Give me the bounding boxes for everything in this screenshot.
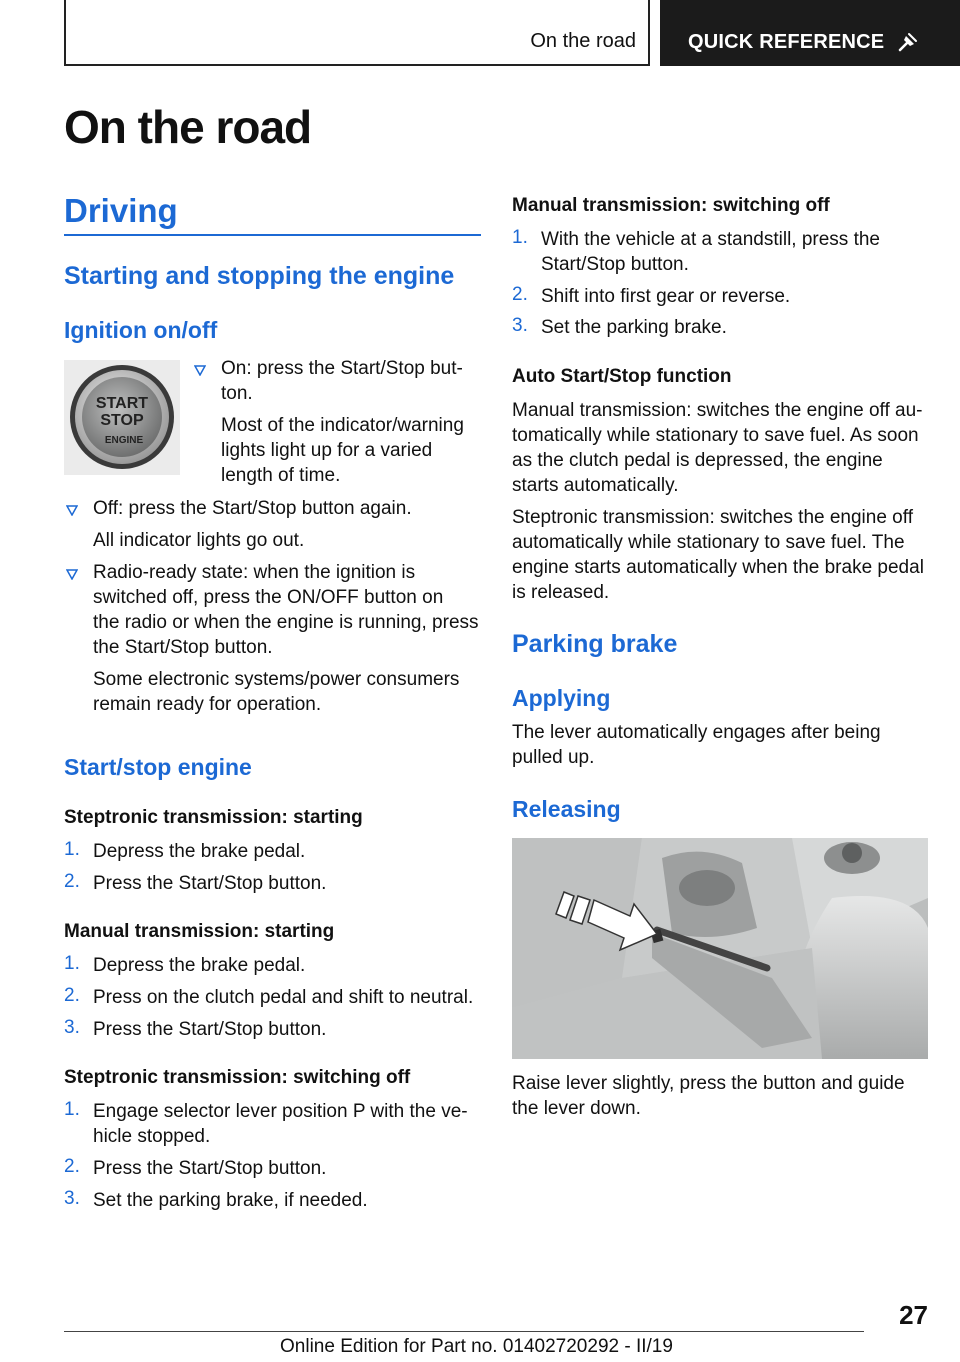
footer-edition: Online Edition for Part no. 01402720292 - II/19 xyxy=(280,1336,673,1357)
bullet-radio-line1: Radio-ready state: when the ignition is xyxy=(93,562,416,583)
start-label: START xyxy=(95,395,149,412)
steptronic-off-step2: Press the Start/Stop button. xyxy=(93,1158,327,1179)
manual-off-step3: Set the parking brake. xyxy=(541,317,727,338)
bullet-radio-sub-line2: remain ready for operation. xyxy=(93,694,322,715)
heading-start-stop-engine: Start/stop engine xyxy=(64,754,252,780)
header-section-label: On the road xyxy=(530,30,636,52)
heading-manual-off: Manual transmission: switching off xyxy=(512,195,830,216)
list-number: 2. xyxy=(64,985,80,1006)
list-number: 3. xyxy=(64,1188,80,1209)
bullet-on-sub-line2: lights light up for a varied xyxy=(221,440,433,461)
page-number: 27 xyxy=(899,1300,928,1330)
steptronic-off-step1-line2: hicle stopped. xyxy=(93,1126,211,1147)
auto-para1-line2: tomatically while stationary to save fuel. As soon xyxy=(512,425,919,446)
manual-off-step2: Shift into first gear or reverse. xyxy=(541,286,791,307)
bullet-on-sub-line1: Most of the indicator/warning xyxy=(221,415,464,436)
auto-para2-line2: automatically while stationary to save fuel. The xyxy=(512,532,905,553)
footer-rule xyxy=(64,1331,864,1332)
bullet-on-line1: On: press the Start/Stop but- xyxy=(221,358,463,379)
heading-auto-start-stop: Auto Start/Stop function xyxy=(512,366,732,387)
quick-reference-tab[interactable] xyxy=(660,0,960,66)
list-number: 2. xyxy=(64,871,80,892)
list-number: 3. xyxy=(512,315,528,336)
bullet-radio-line4: the Start/Stop button. xyxy=(93,637,273,658)
auto-para2-line1: Steptronic transmission: switches the engine off xyxy=(512,507,913,528)
quick-reference-icon xyxy=(896,30,920,54)
heading-releasing: Releasing xyxy=(512,796,621,822)
start-stop-button-graphic xyxy=(64,360,180,475)
list-number: 1. xyxy=(64,953,80,974)
list-number: 2. xyxy=(64,1156,80,1177)
auto-para2-line4: is released. xyxy=(512,582,610,603)
bullet-off-sub: All indicator lights go out. xyxy=(93,530,305,551)
bullet-radio-sub-line1: Some electronic systems/power consumers xyxy=(93,669,460,690)
heading-starting-stopping: Starting and stopping the engine xyxy=(64,262,455,290)
manual-start-step2: Press on the clutch pedal and shift to neutral. xyxy=(93,987,474,1008)
heading-ignition: Ignition on/off xyxy=(64,317,218,343)
applying-line2: pulled up. xyxy=(512,747,595,768)
bullet-triangle-icon xyxy=(194,364,206,376)
list-number: 2. xyxy=(512,284,528,305)
steptronic-off-step3: Set the parking brake, if needed. xyxy=(93,1190,368,1211)
parking-brake-image xyxy=(512,838,928,1059)
heading-applying: Applying xyxy=(512,685,611,711)
steptronic-start-step1: Depress the brake pedal. xyxy=(93,841,306,862)
heading-manual-start: Manual transmission: starting xyxy=(64,921,335,942)
quick-reference-label: QUICK REFERENCE xyxy=(688,31,885,53)
parking-brake-illustration xyxy=(512,838,928,1059)
stop-label: STOP xyxy=(100,412,144,429)
bullet-triangle-icon xyxy=(66,568,78,580)
steptronic-start-step2: Press the Start/Stop button. xyxy=(93,873,327,894)
manual-off-step1-line1: With the vehicle at a standstill, press the xyxy=(541,229,880,250)
steptronic-off-step1-line1: Engage selector lever position P with the ve- xyxy=(93,1101,468,1122)
bullet-off: Off: press the Start/Stop button again. xyxy=(93,498,412,519)
bullet-triangle-icon xyxy=(66,504,78,516)
manual-off-step1-line2: Start/Stop button. xyxy=(541,254,689,275)
manual-start-step1: Depress the brake pedal. xyxy=(93,955,306,976)
header-section-box xyxy=(64,0,650,66)
bullet-on-line2: ton. xyxy=(221,383,253,404)
list-number: 1. xyxy=(512,227,528,248)
auto-para1-line4: starts automatically. xyxy=(512,475,679,496)
list-number: 3. xyxy=(64,1017,80,1038)
applying-line1: The lever automatically engages after being xyxy=(512,722,881,743)
auto-para1-line1: Manual transmission: switches the engine off au- xyxy=(512,400,923,421)
list-number: 1. xyxy=(64,1099,80,1120)
manual-start-step3: Press the Start/Stop button. xyxy=(93,1019,327,1040)
bullet-radio-line3: the radio or when the engine is running, press xyxy=(93,612,479,633)
heading-steptronic-start: Steptronic transmission: starting xyxy=(64,807,363,828)
heading-rule xyxy=(64,234,481,236)
start-stop-button-image xyxy=(64,360,180,475)
auto-para1-line3: as the clutch pedal is depressed, the engine xyxy=(512,450,883,471)
bullet-on-sub-line3: length of time. xyxy=(221,465,341,486)
releasing-line1: Raise lever slightly, press the button and guide xyxy=(512,1073,905,1094)
list-number: 1. xyxy=(64,839,80,860)
heading-driving: Driving xyxy=(64,192,178,229)
engine-label: ENGINE xyxy=(104,435,144,446)
auto-para2-line3: engine starts automatically when the brake pedal xyxy=(512,557,924,578)
page-title: On the road xyxy=(64,101,312,153)
heading-parking-brake: Parking brake xyxy=(512,630,678,658)
bullet-radio-line2: switched off, press the ON/OFF button on xyxy=(93,587,444,608)
heading-steptronic-off: Steptronic transmission: switching off xyxy=(64,1067,411,1088)
releasing-line2: the lever down. xyxy=(512,1098,641,1119)
